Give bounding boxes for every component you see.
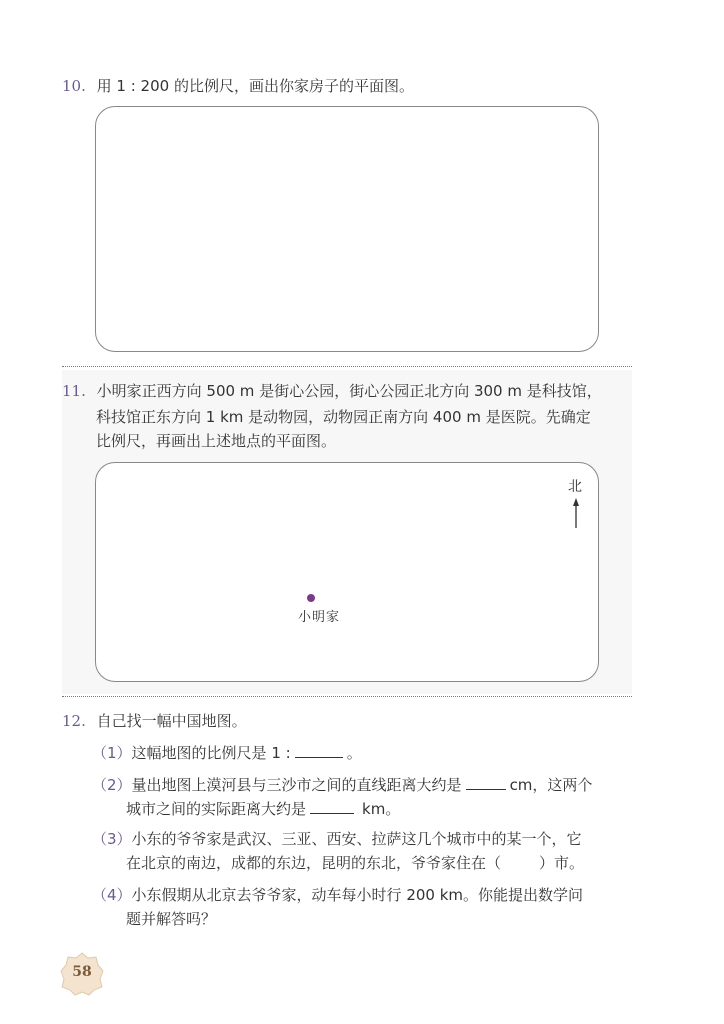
sub-question-3-line-2 bbox=[126, 853, 584, 873]
sub-question-text: 城市之间的实际距离大约是 bbox=[126, 800, 307, 818]
section-divider bbox=[62, 696, 632, 697]
north-label: 北 bbox=[568, 479, 582, 495]
question-10 bbox=[62, 76, 414, 96]
north-arrow-icon bbox=[570, 498, 582, 530]
sub-question-label: （4） bbox=[92, 886, 132, 904]
sub-question-4-line-2: 题并解答吗？ bbox=[126, 910, 217, 928]
sub-question-3-line-1 bbox=[92, 829, 582, 849]
sub-question-text: 小东假期从北京去爷爷家，动车每小时行 200 km。你能提出数学问 bbox=[131, 886, 584, 904]
sub-question-text: cm，这两个 bbox=[509, 776, 593, 794]
sub-question-text: 量出地图上漠河县与三沙市之间的直线距离大约是 bbox=[131, 776, 462, 794]
question-number: 12. bbox=[62, 712, 86, 730]
sub-question-label: （2） bbox=[92, 776, 132, 794]
question-text: 小明家正西方向 500 m 是街心公园，街心公园正北方向 300 m 是科技馆， bbox=[96, 382, 602, 400]
page-number: 58 bbox=[72, 964, 92, 980]
sub-question-label: （3） bbox=[92, 830, 132, 848]
drawing-box-map[interactable] bbox=[95, 462, 599, 682]
question-text: 自己找一幅中国地图。 bbox=[96, 712, 247, 730]
sub-question-text: 这幅地图的比例尺是 1 : bbox=[131, 744, 291, 762]
question-number: 11. bbox=[62, 382, 86, 400]
drawing-box-house[interactable] bbox=[95, 106, 599, 352]
sub-question-text: km。 bbox=[362, 800, 401, 818]
question-11-line-2: 科技馆正东方向 1 km 是动物园，动物园正南方向 400 m 是医院。先确定 bbox=[96, 408, 591, 426]
answer-blank[interactable] bbox=[295, 743, 343, 758]
sub-question-text: 小东的爷爷家是武汉、三亚、西安、拉萨这几个城市中的某一个，它 bbox=[131, 830, 582, 848]
sub-question-text: ）市。 bbox=[539, 854, 585, 872]
question-12 bbox=[62, 711, 247, 731]
sub-question-text: 。 bbox=[346, 744, 362, 762]
sub-question-2-line-1 bbox=[92, 775, 592, 795]
question-number: 10. bbox=[62, 77, 86, 95]
answer-blank[interactable] bbox=[466, 775, 506, 790]
home-marker bbox=[307, 594, 315, 602]
section-divider bbox=[62, 366, 632, 367]
sub-question-label: （1） bbox=[92, 744, 132, 762]
sub-question-2-line-2 bbox=[126, 799, 400, 819]
question-11-line-3: 比例尺，再画出上述地点的平面图。 bbox=[96, 432, 337, 450]
question-11-line-1 bbox=[62, 381, 602, 401]
home-label: 小明家 bbox=[298, 610, 341, 625]
sub-question-4-line-1 bbox=[92, 885, 583, 905]
sub-question-text: 在北京的南边，成都的东边，昆明的东北，爷爷家住在（ bbox=[126, 854, 502, 872]
question-text: 用 1 : 200 的比例尺，画出你家房子的平面图。 bbox=[96, 77, 414, 95]
answer-blank[interactable] bbox=[310, 799, 354, 814]
sub-question-1 bbox=[92, 743, 362, 763]
page-number-badge bbox=[60, 952, 104, 996]
